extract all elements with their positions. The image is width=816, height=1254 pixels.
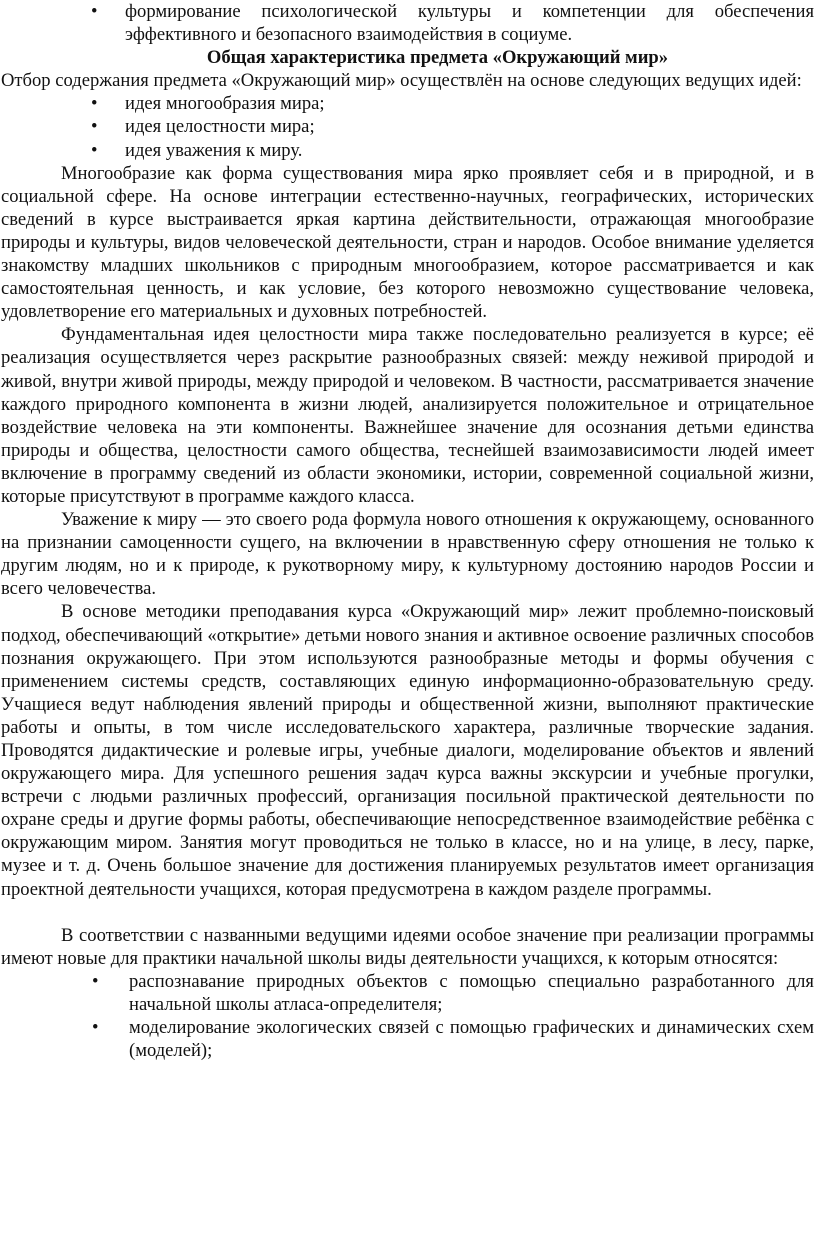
paragraph-spacer bbox=[1, 901, 814, 924]
intro-paragraph: Отбор содержания предмета «Окружающий мир» осуществлён на основе следующих ведущих идей: bbox=[1, 70, 802, 92]
bullet-icon: • bbox=[91, 93, 98, 115]
list-item-text: идея уважения к миру. bbox=[125, 139, 303, 161]
list-item bbox=[1, 139, 814, 162]
list-item bbox=[1, 1016, 814, 1062]
list-item bbox=[1, 0, 814, 46]
bullet-icon: • bbox=[91, 1, 98, 22]
body-paragraph-activities-intro: В соответствии с названными ведущими идеями особое значение при реализации программы имеют новые для практики начальной школы виды деятельности учащихся, к которым относятся: bbox=[1, 924, 814, 969]
bullet-icon: • bbox=[91, 139, 98, 161]
activities-list bbox=[1, 970, 814, 1062]
list-item-text: формирование психологической культуры и компетенции для обеспечения эффективного и безопасного взаимодействия в социуме. bbox=[125, 1, 814, 46]
section-heading: Общая характеристика предмета «Окружающий мир» bbox=[206, 47, 669, 69]
top-bullet-list bbox=[1, 0, 814, 46]
body-paragraph-diversity: Многообразие как форма существования мира ярко проявляет себя и в природной, и в социальной сфере. На основе интеграции естественно-научных, географических, исторических сведений в курсе выстраивается яркая картина действительности, отражающая многообразие природы и культуры, видов человеческой деятельности, стран и народов. Особое внимание уделяется знакомству младших школьников с природным многообразием, которое рассматривается и как самостоятельная ценность, и как условие, без которого невозможно существование человека, удовлетворение его материальных и духовных потребностей. bbox=[1, 162, 814, 323]
body-paragraph-methodology: В основе методики преподавания курса «Окружающий мир» лежит проблемно-поисковый подход, обеспечивающий «открытие» детьми нового знания и активное освоение различных способов познания окружающего. При этом используются разнообразные методы и формы обучения с применением системы средств, составляющих единую информационно-образовательную среду. Учащиеся ведут наблюдения явлений природы и общественной жизни, выполняют практические работы и опыты, в том числе исследовательского характера, различные творческие задания. Проводятся дидактические и ролевые игры, учебные диалоги, моделирование объектов и явлений окружающего мира. Для успешного решения задач курса важны экскурсии и учебные прогулки, встречи с людьми различных профессий, организация посильной практической деятельности по охране среды и другие формы работы, обеспечивающие непосредственное взаимодействие ребёнка с окружающим миром. Занятия могут проводиться не только в классе, но и на улице, в лесу, парке, музее и т. д. Очень большое значение для достижения планируемых результатов имеет организация проектной деятельности учащихся, которая предусмотрена в каждом разделе программы. bbox=[1, 601, 814, 900]
bullet-icon: • bbox=[92, 1017, 99, 1039]
list-item-text: идея целостности мира; bbox=[125, 116, 315, 138]
list-item bbox=[1, 92, 814, 115]
bullet-icon: • bbox=[91, 116, 98, 138]
ideas-list bbox=[1, 92, 814, 161]
list-item bbox=[1, 970, 814, 1016]
list-item bbox=[1, 115, 814, 138]
list-item-text: моделирование экологических связей с помощью графических и динамических схем (моделей); bbox=[129, 1017, 814, 1062]
list-item-text: идея многообразия мира; bbox=[125, 93, 325, 115]
bullet-icon: • bbox=[92, 970, 99, 992]
body-paragraph-integrity: Фундаментальная идея целостности мира также последовательно реализуется в курсе; её реализация осуществляется через раскрытие разнообразных связей: между неживой природой и живой, внутри живой природы, между природой и человеком. В частности, рассматривается значение каждого природного компонента в жизни людей, анализируется положительное и отрицательное воздействие человека на эти компоненты. Важнейшее значение для осознания детьми единства природы и общества, целостности самого общества, теснейшей взаимозависимости людей имеет включение в программу сведений из области экономики, истории, современной социальной жизни, которые присутствуют в программе каждого класса. bbox=[1, 324, 814, 507]
body-paragraph-respect: Уважение к миру — это своего рода формула нового отношения к окружающему, основанного на признании самоценности сущего, на включении в нравственную сферу отношения не только к другим людям, но и к природе, к рукотворному миру, к культурному достоянию народов России и всего человечества. bbox=[1, 509, 814, 600]
list-item-text: распознавание природных объектов с помощью специально разработанного для начальной школы атласа-определителя; bbox=[129, 970, 814, 1016]
